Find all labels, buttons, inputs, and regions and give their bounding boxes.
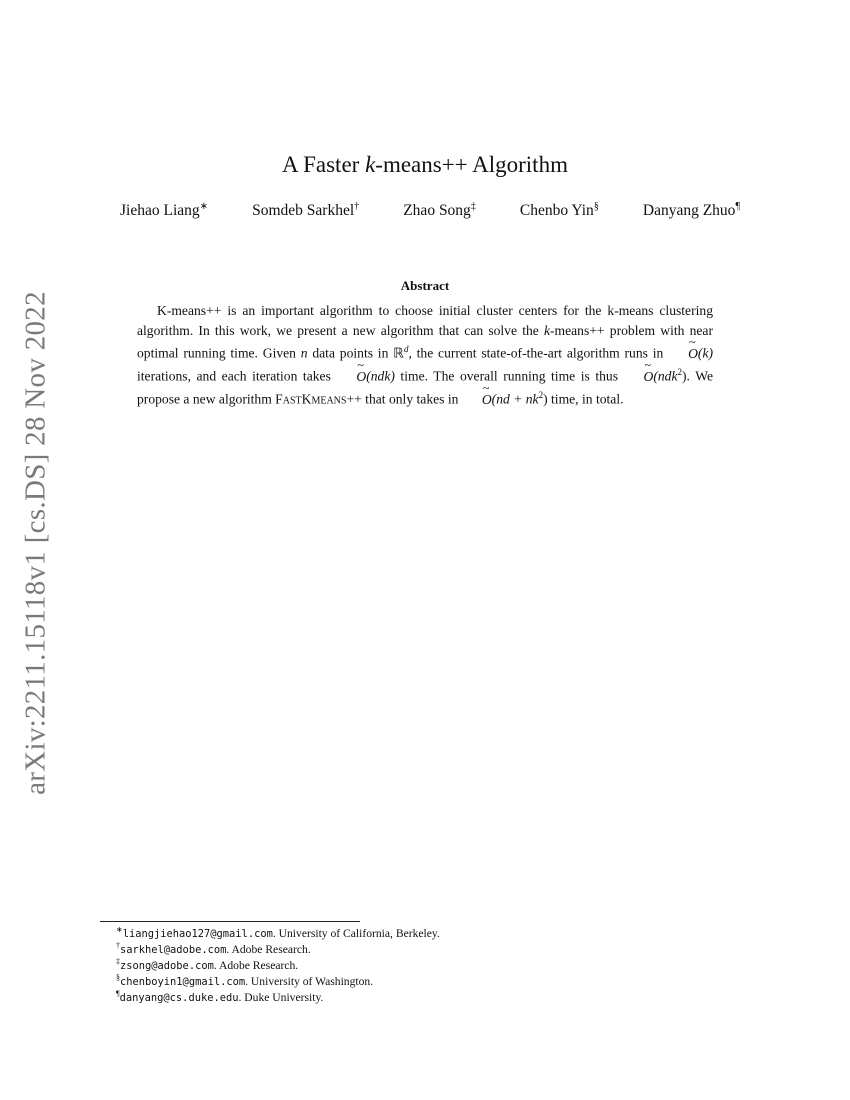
abstract-text: time. The overall running time is thus	[394, 368, 624, 384]
math-o-tilde: ~ O	[336, 367, 366, 387]
algorithm-name: FastKmeans++	[275, 391, 362, 407]
math-exponent: 2	[677, 367, 682, 378]
author-footnote-mark[interactable]: †	[354, 200, 360, 212]
email-link[interactable]: zsong@adobe.com	[120, 960, 214, 972]
footnote-item	[116, 990, 756, 1006]
math-o-tilde: ~ O	[462, 390, 492, 410]
author-2	[252, 202, 359, 220]
author-3	[403, 202, 476, 220]
author-footnote-mark[interactable]: ‡	[470, 200, 476, 212]
author-name: Somdeb Sarkhel	[252, 202, 355, 219]
arxiv-identifier-stamp: arXiv:2211.15118v1 [cs.DS] 28 Nov 2022	[19, 291, 52, 795]
author-name: Chenbo Yin	[519, 202, 594, 219]
footnotes	[116, 926, 756, 1006]
abstract-body	[137, 301, 713, 410]
math-arg: )	[682, 368, 687, 384]
abstract-text: that only takes in	[361, 391, 462, 407]
author-footnote-mark[interactable]: ¶	[735, 200, 740, 212]
abstract-text: K-means++ is an important algorithm to choose initial cluster centers for the k-means clustering algorithm. In this work, we present a new algorithm that can solve the	[137, 303, 713, 338]
author-1	[120, 202, 208, 220]
affiliation: . University of Washington.	[245, 975, 374, 988]
abstract-text: , the current state-of-the-art algorithm runs in	[408, 345, 669, 361]
footnote-item	[116, 926, 756, 942]
email-link[interactable]: liangjiehao127@gmail.com	[122, 928, 273, 940]
title-suffix: -means++ Algorithm	[375, 152, 568, 177]
email-link[interactable]: sarkhel@adobe.com	[120, 944, 227, 956]
author-name: Zhao Song	[403, 202, 471, 219]
footnote-mark: ‡	[116, 957, 120, 967]
math-arg: (nd + nk	[491, 391, 539, 407]
author-footnote-mark[interactable]: §	[593, 200, 599, 212]
title-prefix: A Faster	[282, 152, 366, 177]
math-o-tilde: ~ O	[624, 367, 654, 387]
abstract-text: -means++ problem with near optimal running time. Given	[137, 322, 713, 361]
author-4	[520, 202, 599, 220]
author-name: Jiehao Liang	[120, 202, 200, 219]
email-link[interactable]: danyang@cs.duke.edu	[119, 992, 239, 1004]
abstract-heading: Abstract	[400, 278, 450, 293]
abstract-text: iterations, and each iteration takes	[137, 368, 337, 384]
affiliation: . Adobe Research.	[213, 959, 299, 972]
math-arg: )	[543, 391, 548, 407]
math-arg: (k)	[697, 345, 714, 361]
abstract-text: . We propose a new algorithm	[137, 368, 713, 407]
paper-title	[0, 152, 850, 178]
author-list	[120, 202, 740, 220]
footnote-item	[116, 974, 756, 990]
author-5	[643, 202, 740, 220]
email-link[interactable]: chenboyin1@gmail.com	[120, 976, 246, 988]
footnote-item	[116, 942, 756, 958]
abstract-text: data points in ℝ	[307, 345, 404, 361]
affiliation: . Duke University.	[238, 991, 324, 1004]
footnote-mark: ¶	[116, 989, 120, 999]
affiliation: . University of California, Berkeley.	[272, 927, 440, 940]
math-n: n	[300, 345, 308, 361]
footnote-mark: †	[116, 941, 120, 951]
affiliation: . Adobe Research.	[226, 943, 311, 956]
footnote-mark: ∗	[116, 925, 123, 935]
math-d-superscript: d	[403, 344, 409, 355]
title-italic-k: k	[365, 152, 376, 177]
footnote-divider	[100, 921, 360, 922]
footnote-mark: §	[116, 973, 120, 983]
math-k: k	[543, 322, 551, 338]
math-o-tilde: ~ O	[668, 344, 698, 364]
author-footnote-mark[interactable]: ∗	[199, 200, 209, 212]
math-arg: (ndk)	[366, 368, 395, 384]
author-name: Danyang Zhuo	[642, 202, 736, 219]
math-exponent: 2	[538, 390, 544, 401]
footnote-item	[116, 958, 756, 974]
math-arg: (ndk	[653, 368, 678, 384]
abstract-text: time, in total.	[547, 391, 624, 407]
